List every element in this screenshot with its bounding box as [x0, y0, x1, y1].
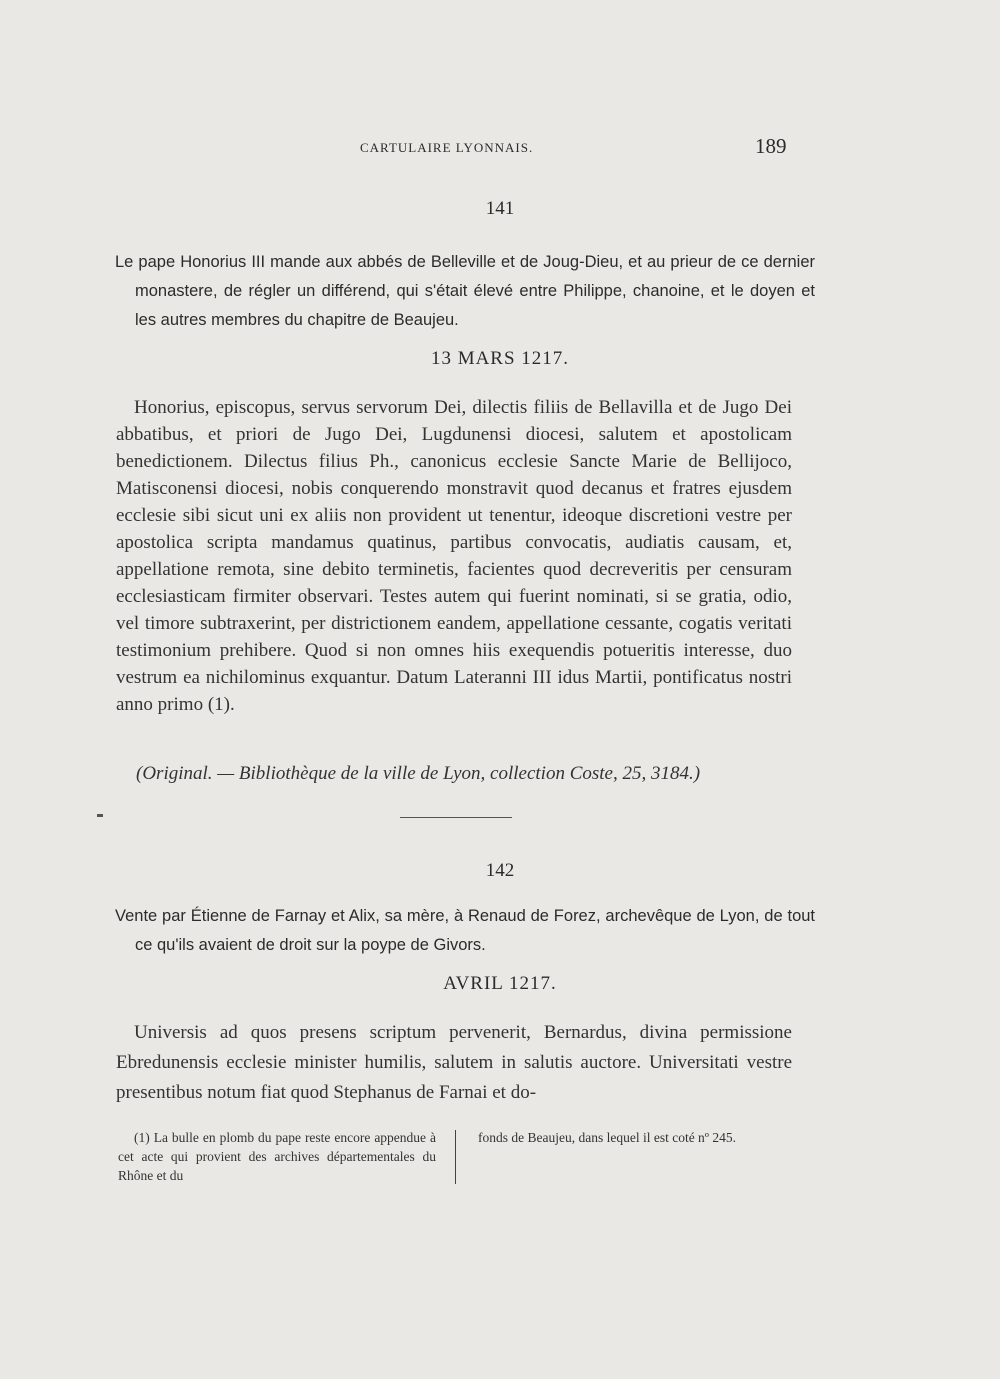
document-summary-141: Le pape Honorius III mande aux abbés de Belleville et de Joug-Dieu, et au prieur de ce dernier monastere, de régler un différend, qui s'était élevé entre Philippe, chanoine, et le doyen et les autres membres du chapitre de Beaujeu. — [115, 253, 815, 329]
document-date-142: AVRIL 1217. — [443, 973, 557, 994]
footnote-column-1: (1) La bulle en plomb du pape reste encore appendue à cet acte qui provient des archives départementales du Rhône et du — [118, 1130, 436, 1183]
footnote-column-divider — [455, 1130, 456, 1184]
document-text-142: Universis ad quos presens scriptum pervenerit, Bernardus, divina permissione Ebredunensis ecclesie minister humilis, salutem in salutis auctore. Universitati vestre presentibus notum fiat quod Stephanus de Farnai et do- — [116, 1022, 792, 1103]
footnote-column-2: fonds de Beaujeu, dans lequel il est coté nº 245. — [478, 1130, 736, 1145]
running-title: CARTULAIRE LYONNAIS. — [360, 140, 534, 155]
document-summary-142: Vente par Étienne de Farnay et Alix, sa mère, à Renaud de Forez, archevêque de Lyon, de tout ce qu'ils avaient de droit sur la poype de Givors. — [115, 907, 815, 954]
document-number-141: 141 — [485, 198, 515, 219]
page-speck — [97, 814, 103, 817]
document-number-142: 142 — [485, 860, 515, 881]
section-divider — [400, 817, 512, 818]
page-number: 189 — [755, 134, 787, 158]
document-source-141: (Original. — Bibliothèque de la ville de Lyon, collection Coste, 25, 3184.) — [136, 763, 701, 784]
document-text-141: Honorius, episcopus, servus servorum Dei, dilectis filiis de Bellavilla et de Jugo Dei abbatibus, et priori de Jugo Dei, Lugdunensi diocesi, salutem et apostolicam benedictionem. Dilectus filius Ph., canonicus ecclesie Sancte Marie de Bellijoco, Matisconensi diocesi, nobis conquerendo monstravit quod decanus et fratres ejusdem ecclesie sibi sicut uni ex aliis non provident ut tenentur, ideoque discretioni vestre per apostolica scripta mandamus quatinus, partibus convocatis, audiatis causam, et, appellatione remota, sine debito terminetis, facientes quod decreveritis per censuram ecclesiasticam firmiter observari. Testes autem qui fuerint nominati, si se gratia, odio, vel timore subtraxerint, per districtionem eandem, appellatione cessante, cogatis veritati testimonium prehibere. Quod si non omnes hiis exequendis potueritis interesse, duo vestrum ea nichilominus exquantur. Datum Lateranni III idus Martii, pontificatus nostri anno primo (1). — [116, 397, 792, 715]
document-date-141: 13 MARS 1217. — [430, 348, 570, 369]
